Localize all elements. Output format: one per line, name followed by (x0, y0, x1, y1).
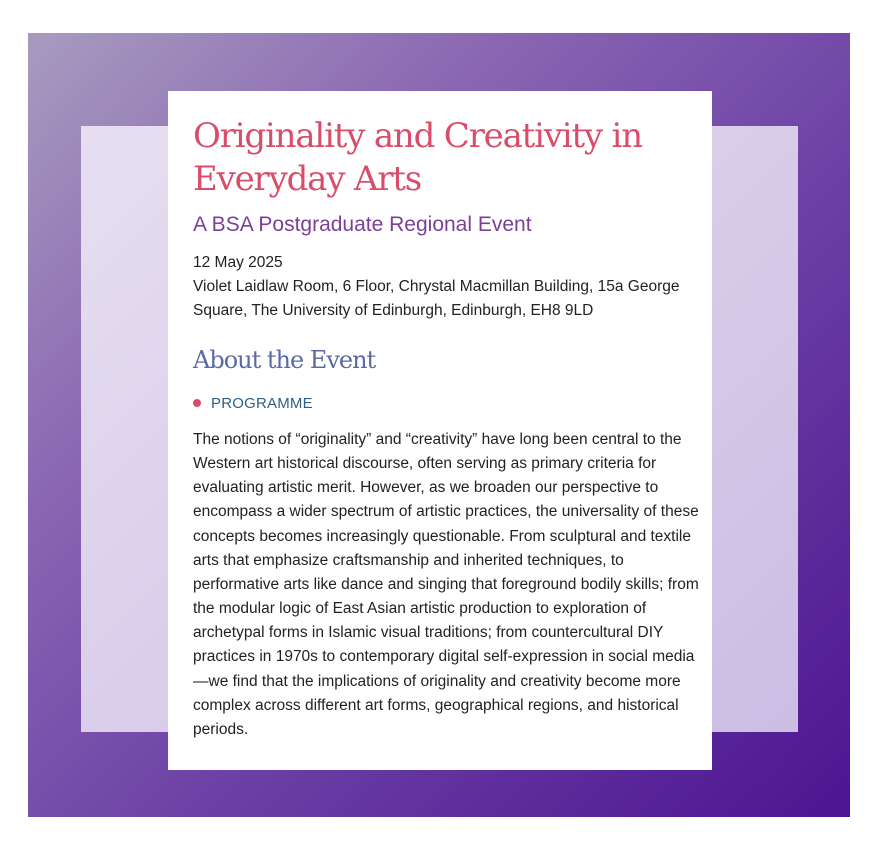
event-card (168, 91, 712, 770)
event-description: The notions of “originality” and “creativity” have long been central to the Western art historical discourse, often serving as primary criteria for evaluating artistic merit. However, as we broaden our perspective to encompass a wider spectrum of artistic practices, the universality of these concepts becomes increasingly questionable. From sculptural and textile arts that emphasize craftsmanship and inherited techniques, to performative arts like dance and singing that foreground bodily skills; from the modular logic of East Asian artistic production to exploration of archetypal forms in Islamic visual traditions; from countercultural DIY practices in 1970s to contemporary digital self-expression in social media —we find that the implications of originality and creativity become more complex across different art forms, geographical regions, and historical periods. (193, 431, 699, 738)
programme-label: PROGRAMME (211, 394, 313, 412)
event-title: Originality and Creativity in Everyday Arts (193, 116, 642, 199)
event-venue: Violet Laidlaw Room, 6 Floor, Chrystal Macmillan Building, 15a George Square, The University of Edinburgh, Edinburgh, EH8 9LD (193, 278, 680, 319)
bullet-dot-icon (193, 399, 201, 407)
event-date: 12 May 2025 (193, 254, 283, 271)
about-heading: About the Event (193, 346, 376, 374)
programme-link[interactable] (193, 393, 700, 413)
event-subtitle: A BSA Postgraduate Regional Event (193, 213, 532, 236)
